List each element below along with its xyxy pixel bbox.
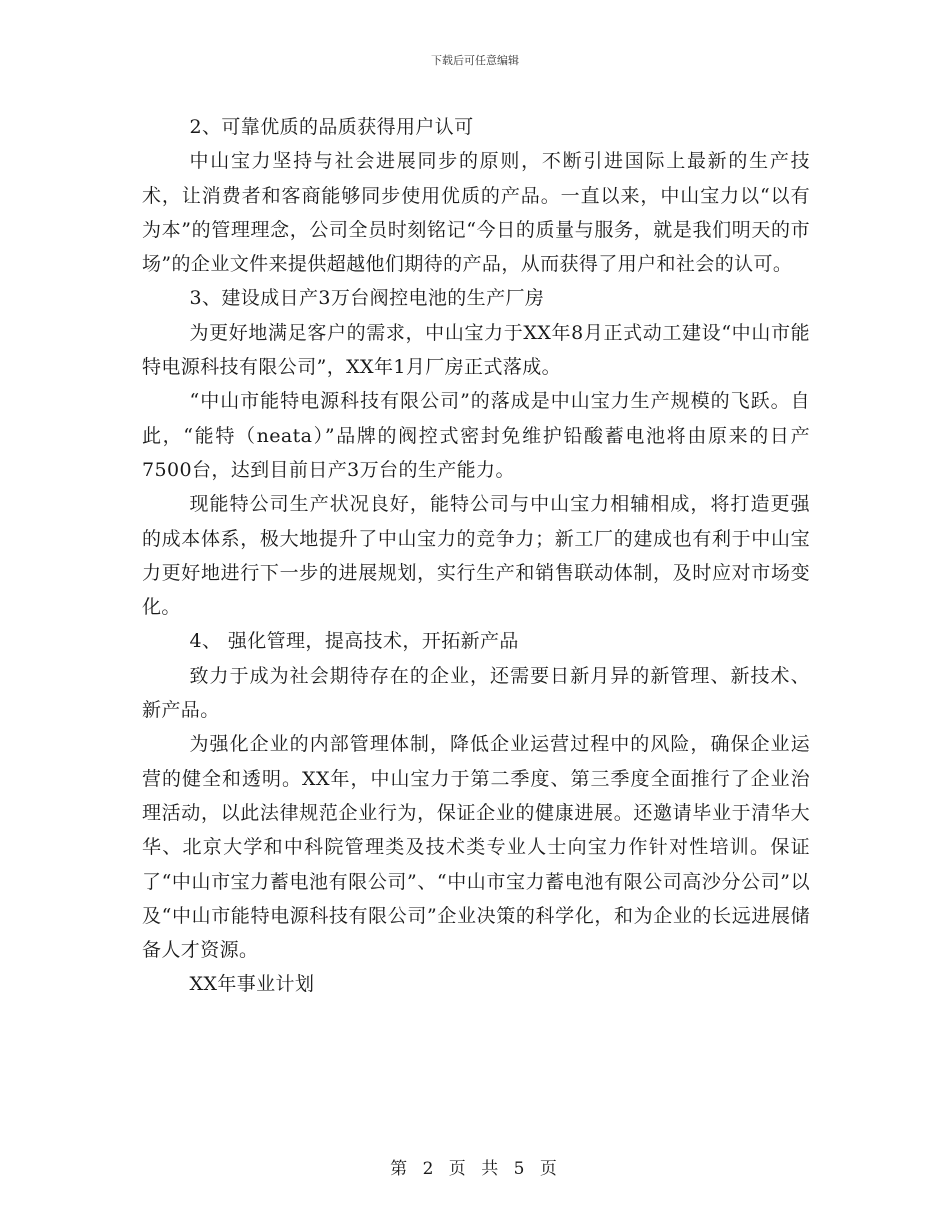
paragraph: “中山市能特电源科技有限公司”的落成是中山宝力生产规模的飞跃。自此，“能特（neata）”品牌的阀控式密封免维护铅酸蓄电池将由原来的日产7500台，达到目前日产3万台的生产能力。 bbox=[142, 390, 810, 481]
paragraph: 致力于成为社会期待存在的企业，还需要日新月异的新管理、新技术、新产品。 bbox=[142, 664, 810, 722]
paragraph: 现能特公司生产状况良好，能特公司与中山宝力相辅相成，将打造更强的成本体系，极大地提升了中山宝力的竞争力；新工厂的建成也有利于中山宝力更好地进行下一步的进展规划，实行生产和销售联动体制，及时应对市场变化。 bbox=[142, 493, 810, 619]
section-heading-4: 4、 强化管理，提高技术，开拓新产品 bbox=[189, 630, 519, 653]
section-heading-plan: XX年事业计划 bbox=[189, 973, 315, 996]
paragraph: 为强化企业的内部管理体制，降低企业运营过程中的风险，确保企业运营的健全和透明。XX年，中山宝力于第二季度、第三季度全面推行了企业治理活动，以此法律规范企业行为，保证企业的健康进展。还邀请毕业于清华大华、北京大学和中科院管理类及技术类专业人士向宝力作针对性培训。保证了“中山市宝力蓄电池有限公司”、“中山市宝力蓄电池有限公司高沙分公司”以及“中山市能特电源科技有限公司”企业决策的科学化，和为企业的长远进展储备人才资源。 bbox=[142, 733, 810, 962]
document-body bbox=[142, 110, 810, 1002]
section-heading-2: 2、可靠优质的品质获得用户认可 bbox=[189, 116, 474, 138]
paragraph: 为更好地满足客户的需求，中山宝力于XX年8月正式动工建设“中山市能特电源科技有限公司”，XX年1月厂房正式落成。 bbox=[142, 321, 810, 379]
paragraph: 中山宝力坚持与社会进展同步的原则，不断引进国际上最新的生产技术，让消费者和客商能够同步使用优质的产品。一直以来，中山宝力以“以有为本”的管理理念，公司全员时刻铭记“今日的质量与服务，就是我们明天的市场”的企业文件来提供超越他们期待的产品，从而获得了用户和社会的认可。 bbox=[142, 150, 810, 276]
page-footer: 第 2 页 共 5 页 bbox=[390, 1159, 560, 1179]
page-header: 下载后可任意编辑 bbox=[431, 54, 519, 67]
section-heading-3: 3、建设成日产3万台阀控电池的生产厂房 bbox=[189, 287, 545, 310]
